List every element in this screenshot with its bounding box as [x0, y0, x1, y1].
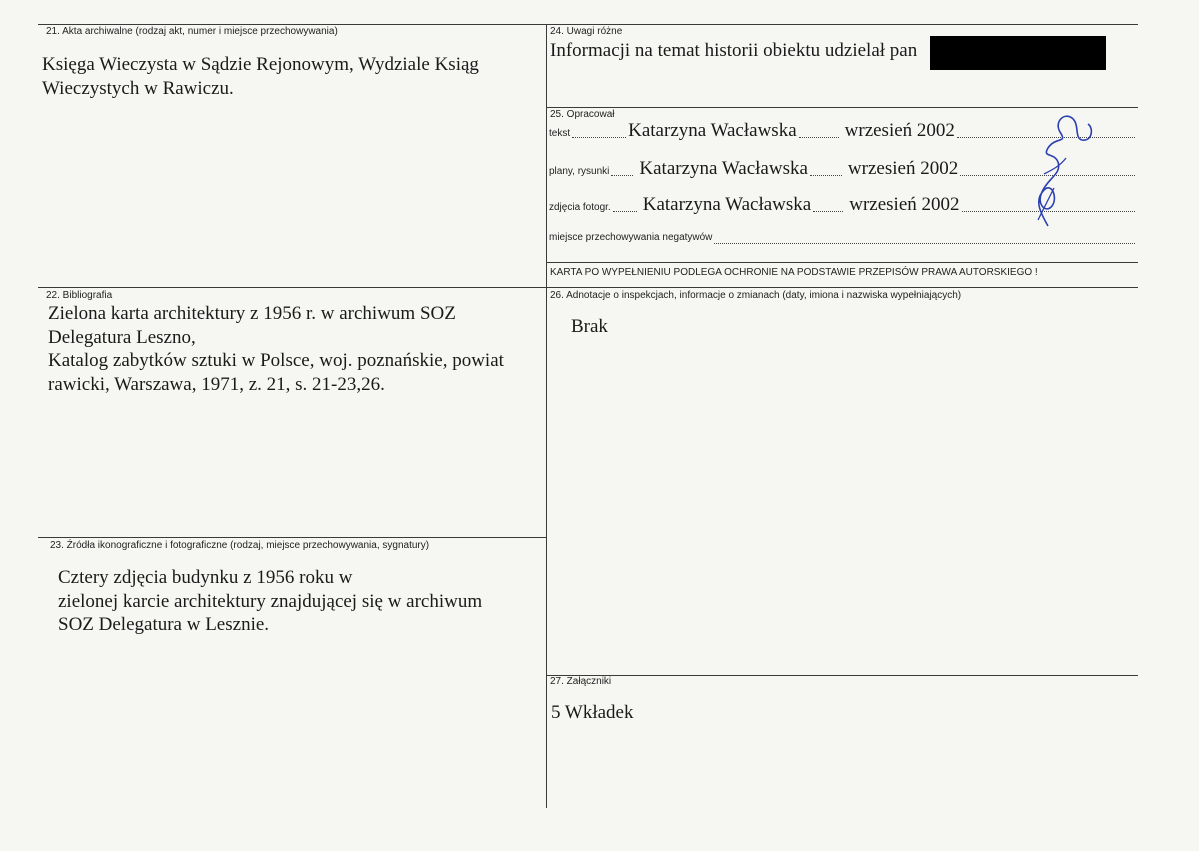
author-name: Katarzyna Wacławska: [639, 158, 808, 179]
copyright-notice: KARTA PO WYPEŁNIENIU PODLEGA OCHRONIE NA PODSTAWIE PRZEPISÓW PRAWA AUTORSKIEGO !: [550, 267, 1038, 278]
section-24-label: 24. Uwagi różne: [550, 26, 623, 37]
divider: [546, 675, 1138, 676]
section-23-label: 23. Źródła ikonograficzne i fotograficzne (rodzaj, miejsce przechowywania, sygnatury): [50, 540, 430, 551]
section-23-text-line: SOZ Delegatura w Lesznie.: [58, 614, 270, 635]
divider: [38, 24, 1138, 25]
section-22-text-line: Katalog zabytków sztuki w Polsce, woj. poznańskie, powiat: [48, 350, 504, 371]
section-24-text: Informacji na temat historii obiektu udzielał pan: [550, 40, 918, 61]
negatives-row: [549, 232, 1137, 248]
author-row-label: plany, rysunki: [549, 166, 610, 177]
handwritten-signature: [1008, 104, 1104, 234]
author-date: wrzesień 2002: [849, 194, 960, 215]
section-23-text-line: zielonej karcie architektury znajdującej się w archiwum: [58, 591, 483, 612]
section-21-text-line: Księga Wieczysta w Sądzie Rejonowym, Wydziale Ksiąg: [42, 54, 479, 75]
section-22-text-line: Delegatura Leszno,: [48, 327, 196, 348]
section-22-text-line: rawicki, Warszawa, 1971, z. 21, s. 21-23,26.: [48, 374, 385, 395]
section-21-text-line: Wieczystych w Rawiczu.: [42, 78, 234, 99]
section-22-text-line: Zielona karta architektury z 1956 r. w archiwum SOZ: [48, 303, 456, 324]
divider: [546, 24, 547, 808]
author-date: wrzesień 2002: [844, 120, 955, 141]
divider: [38, 287, 1138, 288]
author-row-label: zdjęcia fotogr.: [549, 202, 611, 213]
section-25-label: 25. Opracował: [550, 109, 615, 120]
redaction-block: [930, 36, 1106, 70]
section-23-text-line: Cztery zdjęcia budynku z 1956 roku w: [58, 567, 353, 588]
author-row-label: tekst: [549, 128, 571, 139]
divider: [38, 537, 546, 538]
section-21-label: 21. Akta archiwalne (rodzaj akt, numer i miejsce przechowywania): [46, 26, 338, 37]
section-26-label: 26. Adnotacje o inspekcjach, informacje o zmianach (daty, imiona i nazwiska wypełniających): [550, 290, 962, 301]
section-27-label: 27. Załączniki: [550, 676, 612, 687]
section-22-label: 22. Bibliografia: [46, 290, 113, 301]
section-26-text: Brak: [571, 316, 608, 337]
section-27-text: 5 Wkładek: [551, 702, 634, 723]
author-name: Katarzyna Wacławska: [628, 120, 797, 141]
author-name: Katarzyna Wacławska: [642, 194, 812, 215]
author-date: wrzesień 2002: [847, 158, 959, 179]
divider: [546, 262, 1138, 263]
negatives-label: miejsce przechowywania negatywów: [549, 232, 713, 243]
